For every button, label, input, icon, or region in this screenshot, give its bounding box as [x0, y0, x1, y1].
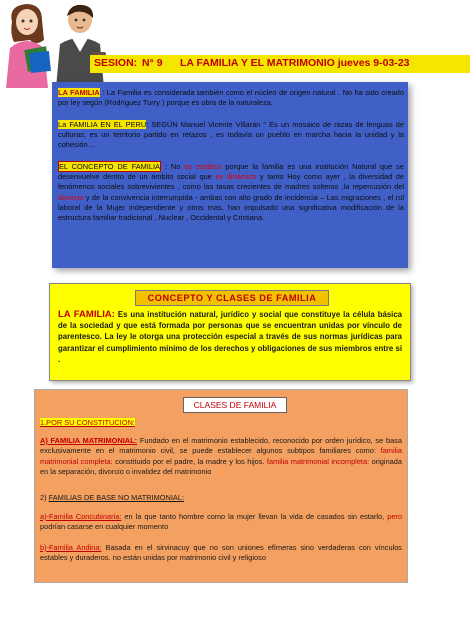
section-non-matrimonial-label: FAMILIAS DE BASE NO MATRIMONIAL: — [48, 493, 185, 502]
family-lead-label: LA FAMILIA: — [58, 309, 115, 320]
family-peru-text: : SEGÚN Manuel Vicente Villarán " Es un mosaico de razas de lenguas de culturas; es un territorio partido en retazos , es todavía un pueblo en marcha hacia la unidad y la cohesión ... — [58, 120, 404, 150]
family-classes-title: CLASES DE FAMILIA — [183, 397, 287, 413]
session-title: LA FAMILIA Y EL MATRIMONIO jueves 9-03-23 — [180, 57, 410, 69]
students-illustration — [0, 0, 110, 88]
family-intro-box — [52, 82, 408, 268]
concept-text-a: : No — [160, 162, 185, 171]
concubinary-family-text-1: en la que tanto hombre como la mujer llevan la vida de casados sin estarlo, — [121, 512, 388, 521]
session-label: SESION: — [94, 57, 138, 69]
family-peru-paragraph — [58, 120, 404, 151]
concubinary-family-text-2: podrían casarse en cualquier momento — [40, 522, 169, 532]
matrimonial-family-text-1: Fundado en el matrimonio establecido, reconocido por orden jurídico, se basa exclusivamente en el matrimonio civil, se puede establecer algunos subtipos familiares como: — [40, 436, 402, 456]
concubinary-family-label: a)-Familia Concubinaria: — [40, 512, 122, 521]
concept-highlight-dynamic: es dinámico — [215, 172, 257, 182]
concept-highlight-divorce: divorcio — [58, 192, 84, 202]
section-constitution — [40, 418, 402, 428]
family-institution-text: Es una institución natural, jurídico y social que constituye la célula básica de la sociedad y que está formada por personas que se encuentran unidas por vínculo de parentesco. La ley le otorga una protección especial a través de sus normas jurídicas para garantizar el cumplimiento mínimo de los derechos y obligaciones de sus miembros entre si . — [58, 310, 403, 364]
andean-family-text: Basada en el sirvinacuy que no son uniones efímeras sino verdaderas con vínculos estables y duraderos. no están unidas por matrimonio civil y religioso — [40, 543, 403, 563]
section-non-matrimonial — [40, 493, 402, 503]
session-header — [90, 55, 470, 73]
family-definition-text: : La Familia es considerada también como el núcleo de origen natural . No ha sido creado por ley según (Rodríguez Turry ) porque es obra de la naturaleza. — [58, 88, 404, 108]
family-peru-label: La FAMILIA EN EL PERU — [58, 120, 147, 129]
family-classes-box — [34, 389, 408, 583]
incomplete-family-label: familia matrimonial incompleta: — [266, 456, 370, 466]
concubinary-family-highlight: pero — [387, 512, 402, 521]
concept-text-b: porque la familia es una institución Natural que se desenvuelve dentro de un ámbito social que — [58, 162, 404, 182]
concubinary-family-paragraph — [40, 512, 402, 533]
family-institution-paragraph — [58, 309, 402, 365]
family-concept-paragraph — [58, 162, 404, 223]
andean-family-paragraph — [40, 543, 402, 564]
complete-family-label: familia matrimonial completa: — [40, 446, 402, 466]
concept-text-c: y tanto Hoy como ayer , la diversidad de fenómenos sociales sobrevivientes , como las tasas crecientes de madres solteras ,la repercusión del — [58, 172, 405, 192]
matrimonial-family-text-2: constituido por el padre, la madre y los hijos. — [112, 456, 267, 466]
family-label: LA FAMILIA — [58, 88, 100, 97]
concept-classes-box — [49, 283, 411, 381]
section-non-matrimonial-number: 2) — [40, 493, 49, 502]
concept-text-d: y de la convivencia interrumpida - ambas con alto grado de incidencia – Las migraciones , el rol laboral de la Mujer independiente y otros mas, han impulsado una significativa modificación de la estructura familiar tradicional , Nuclear , Occidental y Cristiana. — [58, 192, 404, 223]
matrimonial-family-label: A) FAMILIA MATRIMONIAL: — [40, 436, 138, 445]
family-definition-paragraph — [58, 88, 404, 108]
andean-family-label: b)-Familia Andina: — [40, 543, 102, 552]
matrimonial-family-paragraph — [40, 436, 402, 477]
section-constitution-label: 1.POR SU CONSTITUCION: — [40, 418, 135, 427]
concept-classes-title: CONCEPTO Y CLASES DE FAMILIA — [135, 290, 329, 306]
family-concept-label: EL CONCEPTO DE FAMILIA — [59, 162, 160, 171]
matrimonial-family-text-3: originada en la separación, divorcio o invalidez del matrimonio — [40, 456, 403, 476]
session-number: N° 9 — [142, 57, 163, 69]
concept-highlight-static: es estático — [184, 162, 222, 171]
